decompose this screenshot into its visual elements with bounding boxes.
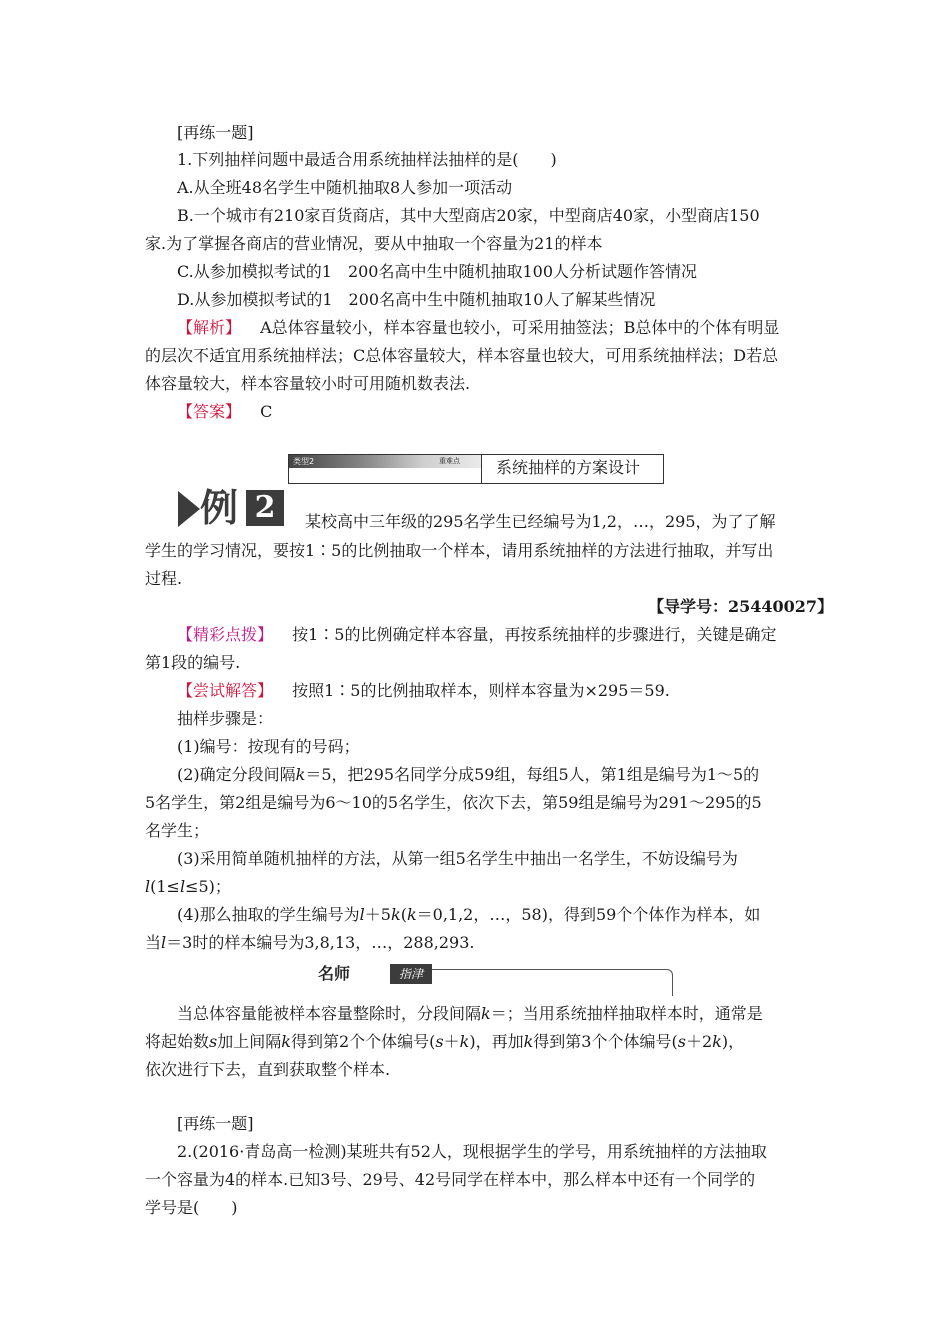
step-2-text-a: (2)确定分段间隔	[177, 765, 296, 784]
analysis-line-1	[177, 317, 779, 339]
l-var: l	[145, 877, 151, 896]
teacher-text-i: ＋2	[685, 1032, 713, 1051]
example-number: 2	[246, 490, 284, 526]
question-1: 1.下列抽样问题中最适合用系统抽样法抽样的是( )	[177, 150, 557, 169]
teacher-guidance-header	[318, 963, 673, 997]
l-var: l	[359, 905, 365, 924]
step-4-line-1	[177, 904, 760, 926]
step-2-text-b: ＝5，把295名同学分成59组，每组5人，第1组是编号为1～5的	[305, 765, 760, 784]
type-header-divider	[481, 455, 482, 483]
option-b-line-2: 家.为了掌握各商店的营业情况，要从中抽取一个容量为21的样本	[145, 234, 603, 253]
teacher-text-a: 当总体容量能被样本容量整除时，分段间隔	[177, 1004, 482, 1023]
teacher-line-3: 依次进行下去，直到获取整个样本.	[145, 1060, 391, 1079]
type-header	[288, 454, 664, 484]
type-tag: 重难点	[439, 457, 460, 465]
steps-title: 抽样步骤是：	[177, 709, 274, 728]
try-text: 按照1∶5的比例抽取样本，则样本容量为×295＝59.	[292, 681, 670, 700]
analysis-text: A总体容量较小，样本容量也较小，可采用抽签法；B总体中的个体有明显	[260, 318, 780, 337]
step-3-line-2	[145, 876, 231, 898]
l-var: l	[161, 933, 167, 952]
hint-text: 按1∶5的比例确定样本容量，再按系统抽样的步骤进行，关键是确定	[292, 625, 777, 644]
step-2-line-2: 5名学生，第2组是编号为6～10的5名学生，依次下去，第59组是编号为291～295的5	[145, 793, 762, 812]
teacher-tag: 指津	[390, 964, 432, 984]
step-4-text-c: (	[400, 905, 407, 924]
example-line-1: 某校高中三年级的295名学生已经编号为1,2，…，295，为了了解	[305, 512, 776, 531]
answer-value: C	[260, 402, 273, 421]
hint-line-2: 第1段的编号.	[145, 653, 241, 672]
option-a: A.从全班48名学生中随机抽取8人参加一项活动	[177, 178, 513, 197]
question-2-line-1: 2.(2016·青岛高一检测)某班共有52人，现根据学生的学号，用系统抽样的方法抽取	[177, 1142, 767, 1161]
k-var: k	[481, 1004, 491, 1023]
teacher-text-b: ＝；当用系统抽样抽取样本时，通常是	[490, 1004, 763, 1023]
option-b-line-1: B.一个城市有210家百货商店，其中大型商店20家，中型商店40家，小型商店150	[177, 206, 760, 225]
analysis-line-2: 的层次不适宜用系统抽样法；C总体容量较大，样本容量也较大，可用系统抽样法；D若总	[145, 346, 779, 365]
step-4-text-f: ＝3时的样本编号为3,8,13，…，288,293.	[166, 933, 475, 952]
example-line-2: 学生的学习情况，要按1∶5的比例抽取一个样本，请用系统抽样的方法进行抽取，并写出	[145, 541, 774, 560]
example-badge	[178, 487, 286, 529]
teacher-text-j: )，	[721, 1032, 745, 1051]
step-4-text-a: (4)那么抽取的学生编号为	[177, 905, 360, 924]
step-2-line-3: 名学生；	[145, 821, 210, 840]
teacher-text-g: )，再加	[469, 1032, 524, 1051]
s-var: s	[209, 1032, 218, 1051]
step-4-text-b: ＋5	[364, 905, 391, 924]
teacher-text-e: 得到第2个个体编号(	[290, 1032, 436, 1051]
answer-line	[177, 401, 272, 423]
step-3-text-a: (1≤	[150, 877, 180, 896]
analysis-line-3: 体容量较大，样本容量较小时可用随机数表法.	[145, 374, 471, 393]
option-c: C.从参加模拟考试的1 200名高中生中随机抽取100人分析试题作答情况	[177, 262, 698, 281]
teacher-text-f: ＋	[443, 1032, 460, 1051]
practice-header: [再练一题]	[177, 123, 254, 142]
question-2-line-2: 一个容量为4的样本.已知3号、29号、42号同学在样本中，那么样本中还有一个同学的	[145, 1170, 756, 1189]
k-var: k	[523, 1032, 534, 1051]
s-var: s	[677, 1032, 686, 1051]
k-var: k	[390, 905, 401, 924]
step-2-line-1	[177, 764, 759, 786]
teacher-line-2	[145, 1031, 744, 1053]
step-4-text-d: ＝0,1,2，…，58)，得到59个个体作为样本，如	[416, 905, 761, 924]
step-4-line-2	[145, 932, 474, 954]
teacher-line-1	[177, 1003, 763, 1025]
example-char: 例	[200, 486, 239, 530]
option-d: D.从参加模拟考试的1 200名高中生中随机抽取10人了解某些情况	[177, 290, 656, 309]
teacher-label: 名师	[318, 964, 351, 983]
question-2-line-3: 学号是( )	[145, 1198, 238, 1217]
type-label: 类型2	[293, 457, 315, 466]
k-var: k	[459, 1032, 470, 1051]
teacher-text-h: 得到第3个个体编号(	[533, 1032, 678, 1051]
practice2-header: [再练一题]	[177, 1114, 254, 1133]
try-line	[177, 680, 670, 702]
guide-number: 【导学号：25440027】	[648, 597, 834, 616]
teacher-text-c: 将起始数	[145, 1032, 210, 1051]
s-var: s	[435, 1032, 444, 1051]
example-line-3: 过程.	[145, 569, 183, 588]
teacher-text-d: 加上间隔	[217, 1032, 282, 1051]
arrow-icon	[178, 491, 200, 527]
try-label: 【尝试解答】	[177, 681, 274, 700]
type-title: 系统抽样的方案设计	[496, 458, 641, 477]
l-var: l	[179, 877, 186, 896]
step-3-line-1: (3)采用简单随机抽样的方法，从第一组5名学生中抽出一名学生，不妨设编号为	[177, 849, 738, 868]
k-var: k	[281, 1032, 291, 1051]
hint-line-1	[177, 624, 776, 646]
k-var: k	[712, 1032, 722, 1051]
hint-label: 【精彩点拨】	[177, 625, 274, 644]
k-var: k	[406, 905, 417, 924]
k-var: k	[295, 765, 306, 784]
step-3-text-b: ≤5)；	[185, 877, 231, 896]
step-4-text-e: 当	[145, 933, 162, 952]
answer-label: 【答案】	[177, 402, 242, 421]
analysis-label: 【解析】	[177, 318, 242, 337]
teacher-frame	[414, 969, 673, 996]
step-1: (1)编号：按现有的号码；	[177, 737, 360, 756]
